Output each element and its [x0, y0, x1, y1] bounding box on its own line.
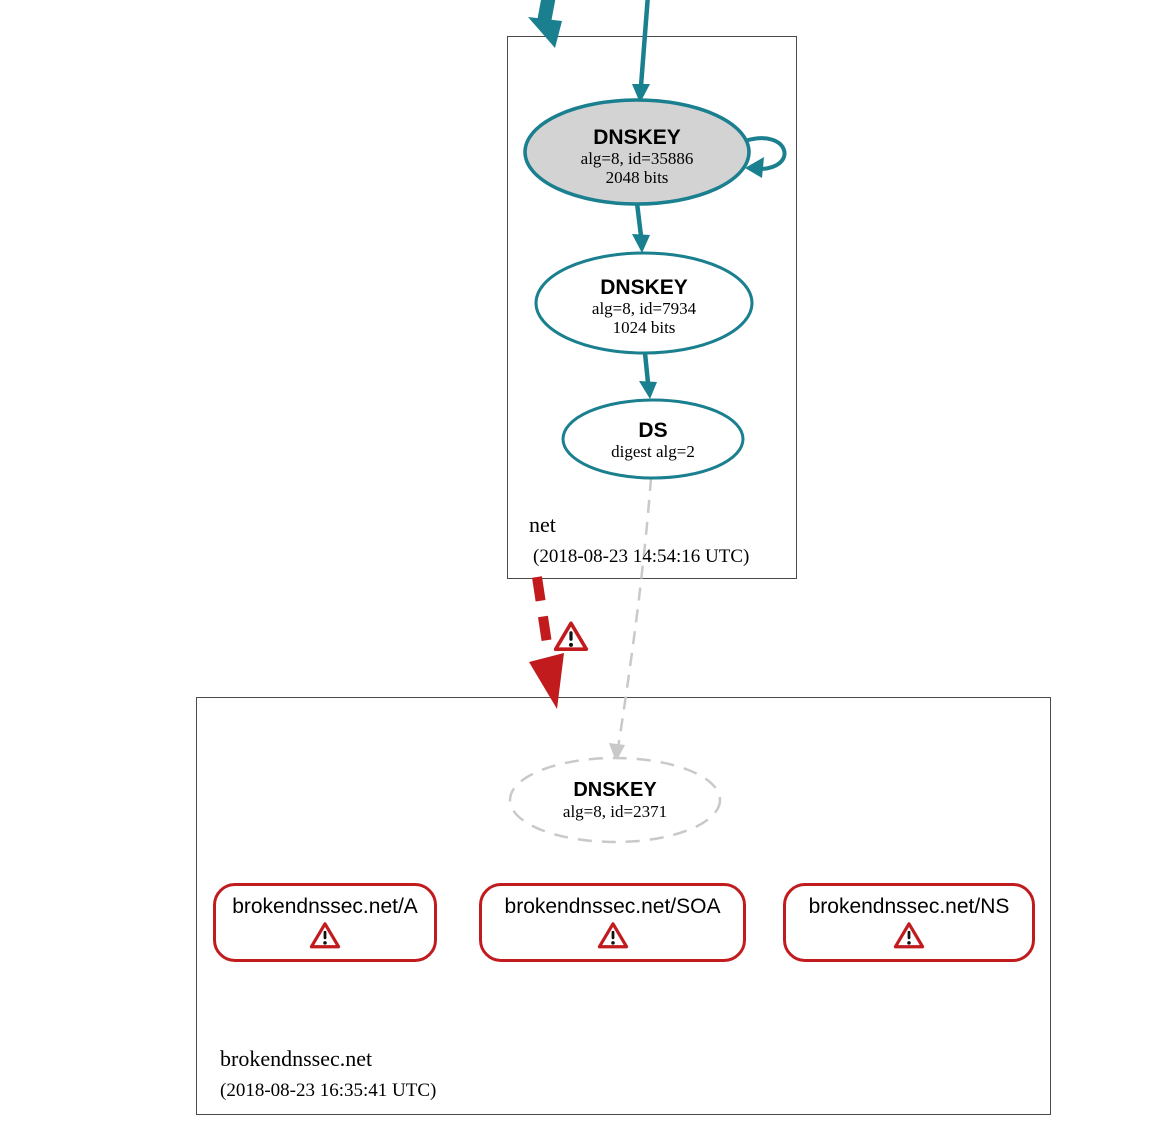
node-ds-title: DS: [638, 419, 668, 442]
rrset-label: brokendnssec.net/NS: [808, 895, 1010, 918]
edge-ds-to-child-dnskey-dashed: [609, 478, 651, 762]
node-zsk-bits: 1024 bits: [612, 318, 676, 337]
edge-parent-to-ksk: [632, 0, 650, 103]
node-child-dnskey-title: DNSKEY: [573, 779, 657, 801]
warning-icon: [309, 921, 341, 950]
node-ksk-detail: alg=8, id=35886: [580, 149, 694, 168]
node-ksk-title: DNSKEY: [593, 126, 681, 149]
warning-icon: [553, 620, 589, 653]
rrset-label: brokendnssec.net/A: [232, 895, 418, 918]
warning-icon: [597, 921, 629, 950]
node-ds-detail: digest alg=2: [611, 442, 695, 461]
node-ksk: [517, 126, 757, 187]
node-child-dnskey: [505, 779, 725, 821]
node-zsk: [524, 276, 764, 337]
rrset-label: brokendnssec.net/SOA: [504, 895, 721, 918]
rrset-node-ns: [783, 883, 1035, 962]
edge-ksk-to-zsk: [632, 203, 650, 253]
zone-label-child: brokendnssec.net: [220, 1046, 373, 1071]
node-ds: [563, 419, 743, 461]
warning-icon: [893, 921, 925, 950]
rrset-node-soa: [479, 883, 746, 962]
node-zsk-detail: alg=8, id=7934: [591, 299, 697, 318]
node-zsk-title: DNSKEY: [600, 276, 688, 299]
zone-timestamp-child: (2018-08-23 16:35:41 UTC): [220, 1080, 437, 1101]
zone-label-net: net: [529, 512, 556, 537]
node-child-dnskey-detail: alg=8, id=2371: [562, 802, 668, 821]
edge-parent-bold-arrow: [528, 0, 562, 48]
edge-zsk-to-ds: [639, 353, 657, 399]
rrset-node-a: [213, 883, 437, 962]
zone-timestamp-net: (2018-08-23 14:54:16 UTC): [533, 546, 750, 567]
node-ksk-bits: 2048 bits: [605, 168, 669, 187]
